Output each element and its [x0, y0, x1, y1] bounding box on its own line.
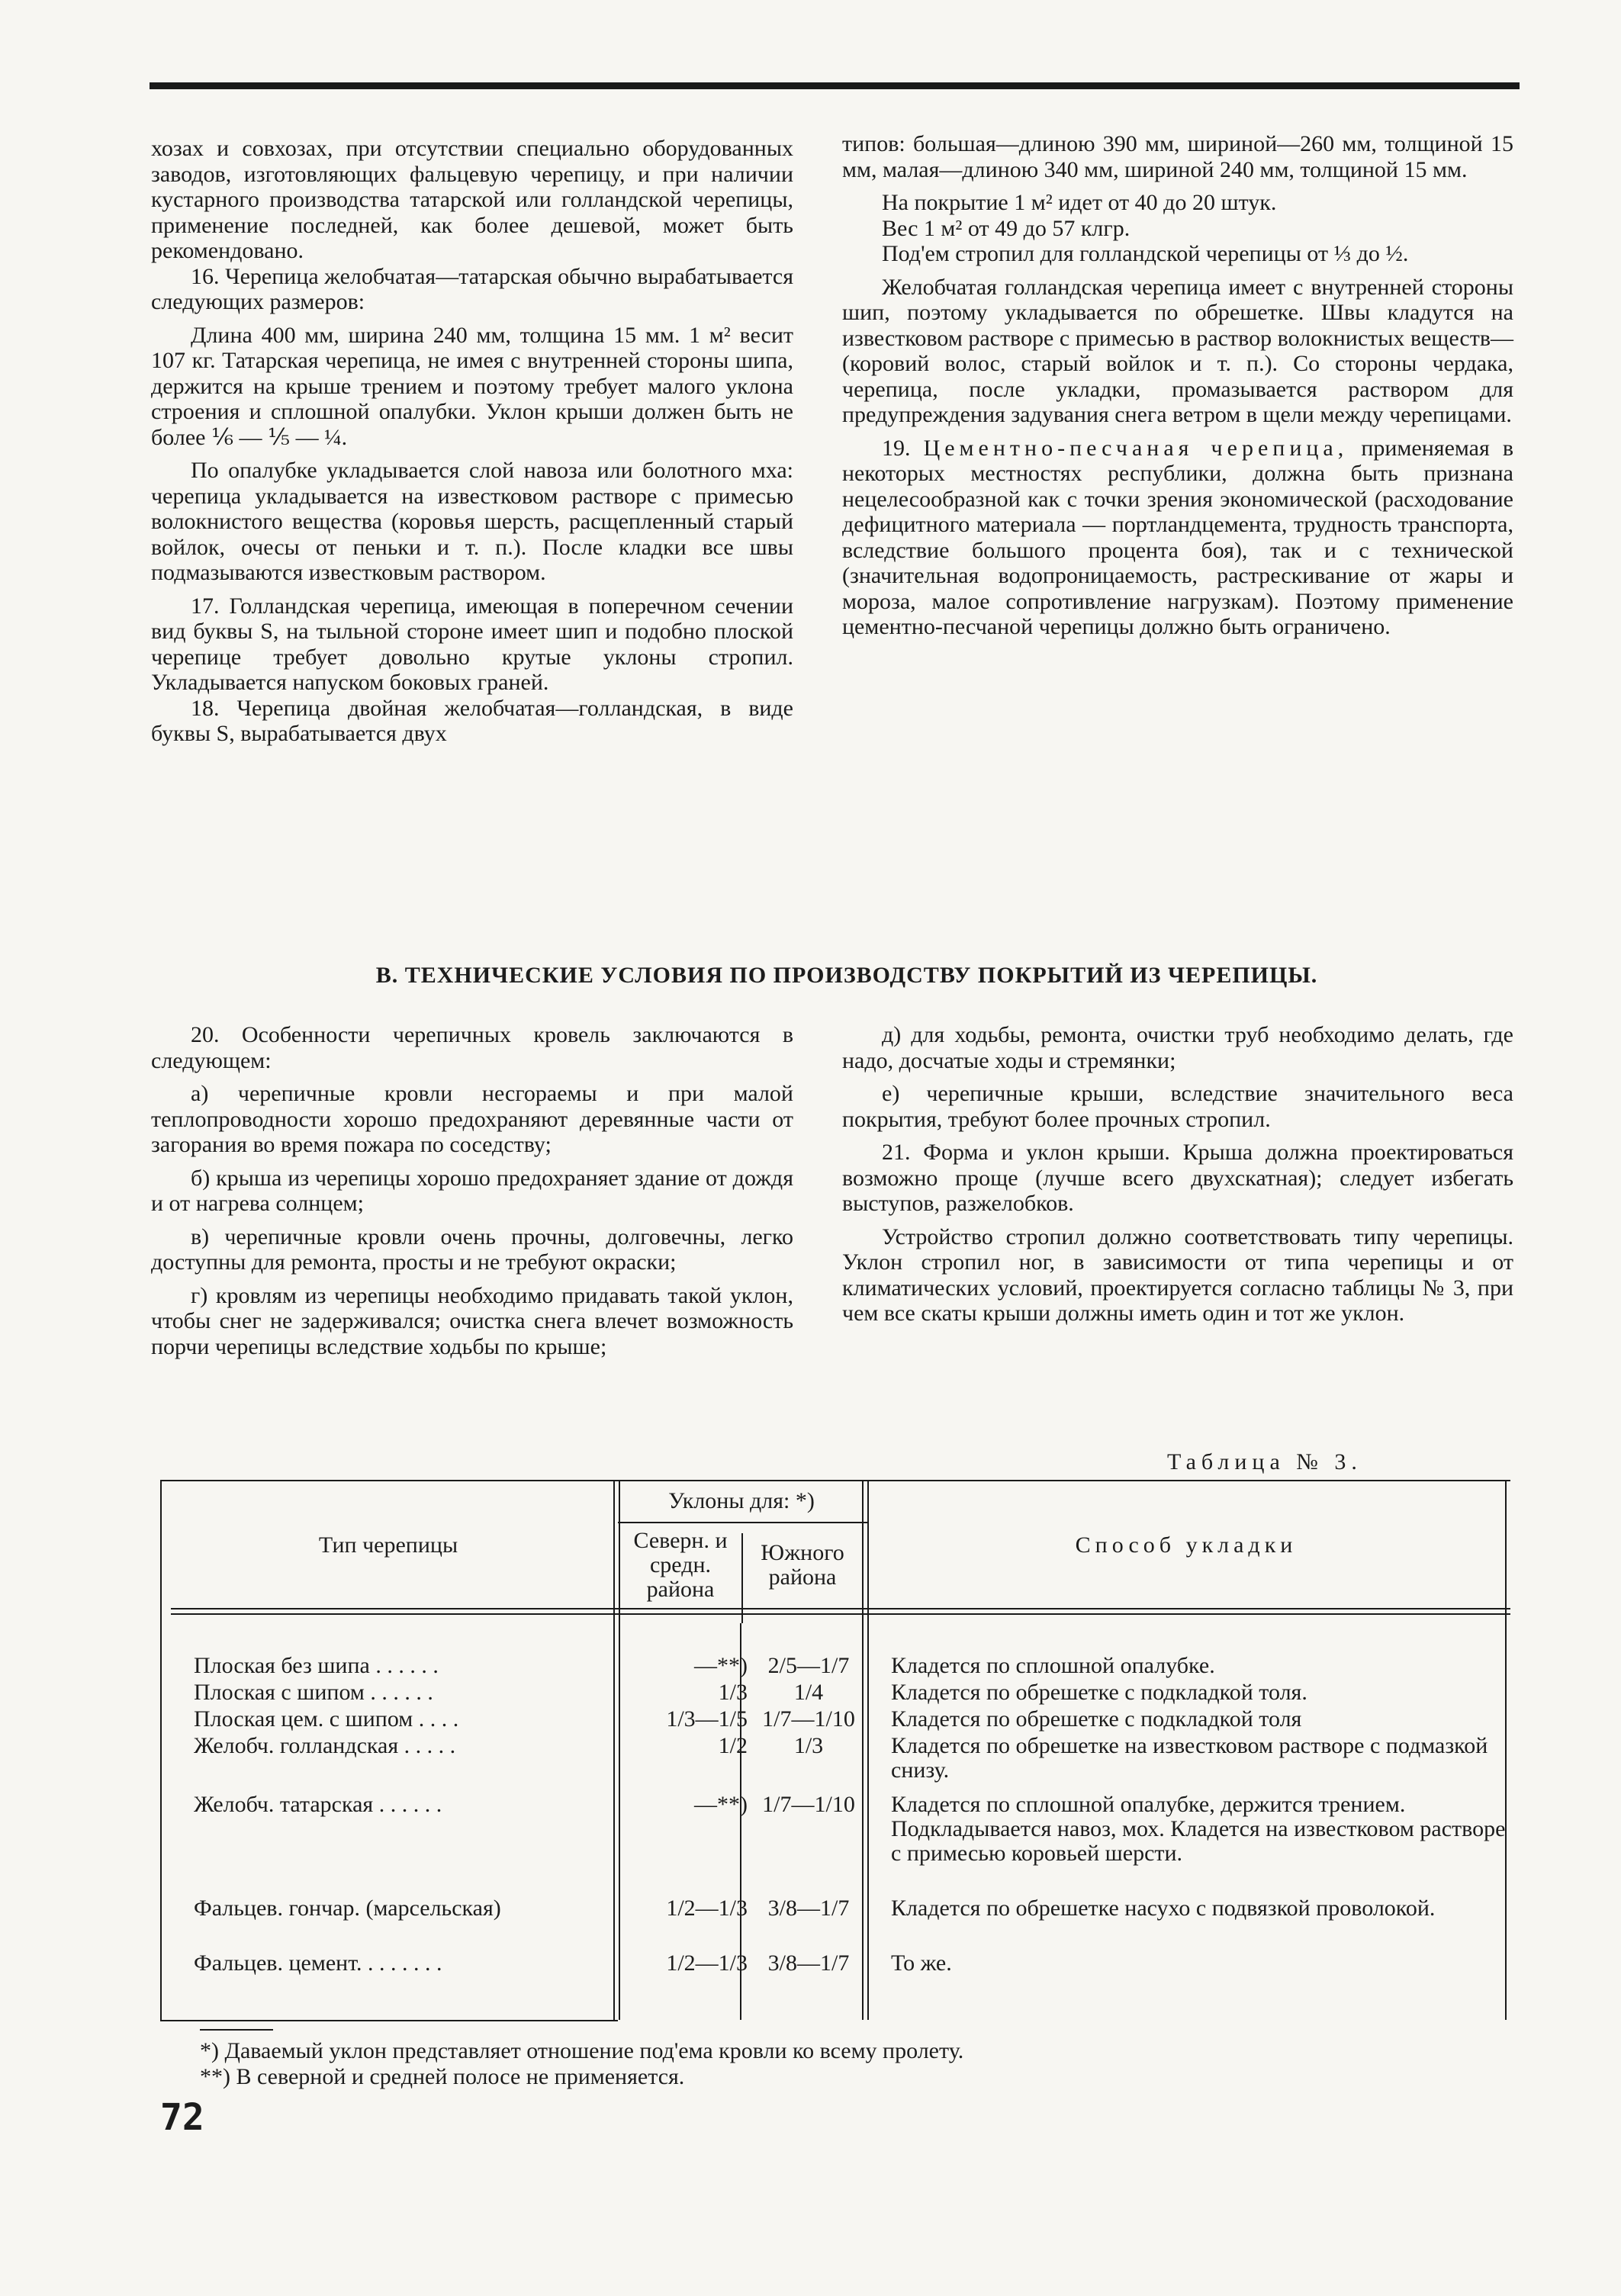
paragraph: Длина 400 мм, ширина 240 мм, толщина 15 мм. 1 м² весит 107 кг. Татарская черепица, не имея с внутренней стороны шипа, держится на крыше трением и поэтому требует малого уклона строения и сплошной опалубки. Уклон крыши должен быть не более ⅙ — ⅕ — ¼. [151, 322, 793, 450]
paragraph: Желобчатая голландская черепица имеет с внутренней стороны шип, поэтому укладывается по обрешетке. Швы кладутся на известковом растворе с примесью в раствор волокнистых веществ—(коровий волос, старый войлок и т. п.). Со стороны чердака, черепица, после укладки, промазывается раствором для предупреждения задувания снега ветром в щели между черепицами. [842, 274, 1513, 427]
paragraph-item-18: 18. Черепица двойная желобчатая—голландская, в виде буквы S, вырабатывается двух [151, 695, 793, 746]
list-item-d: д) для ходьбы, ремонта, очистки труб необходимо делать, где надо, досчатые ходы и стремянки; [842, 1022, 1513, 1073]
section-heading: В. ТЕХНИЧЕСКИЕ УСЛОВИЯ ПО ПРОИЗВОДСТВУ ПОКРЫТИЙ ИЗ ЧЕРЕПИЦЫ. [375, 963, 1318, 988]
paragraph: типов: большая—длиною 390 мм, шириной—260 мм, толщиной 15 мм, малая—длиною 340 мм, шириной 240 мм, толщиной 15 мм. [842, 131, 1513, 182]
table-cell-type: Фальцев. цемент. . . . . . . . [194, 1951, 442, 1976]
table-cell-north: —**) [694, 1653, 748, 1678]
table-cell-type: Плоская без шипа . . . . . . [194, 1654, 439, 1678]
table-cell-south: 3/8—1/7 [767, 1950, 850, 1976]
left-column-bottom [151, 1022, 793, 1359]
table-cell-south: 3/8—1/7 [767, 1896, 850, 1921]
col-divider-3b [867, 1480, 869, 2020]
list-item-v: в) черепичные кровли очень прочны, долговечны, легко доступны для ремонта, просты и не требуют окраски; [151, 1224, 793, 1275]
footnote-2: **) В северной и средней полосе не применяется. [200, 2064, 685, 2089]
list-item-e: е) черепичные крыши, вследствие значительного веса покрытия, требуют более прочных стропил. [842, 1081, 1513, 1132]
list-item-g: г) кровлям из черепицы необходимо придавать такой уклон, чтобы снег не задерживался; очистка снега влечет возможность порчи черепицы вследствие ходьбы по крыше; [151, 1282, 793, 1359]
paragraph: Под'ем стропил для голландской черепицы от ⅓ до ½. [882, 241, 1409, 266]
slopes-subheader-rule [618, 1522, 868, 1523]
table-cell-north: —**) [694, 1792, 748, 1817]
right-column-bottom [842, 1022, 1513, 1326]
table-cell-method: Кладется по сплошной опалубке, держится трением. Подкладывается навоз, мох. Кладется на известковом растворе с примесью коровьей шерсти. [891, 1792, 1506, 1866]
table-cell-north: 1/3 [718, 1680, 748, 1705]
paragraph: Вес 1 м² от 49 до 57 клгр. [882, 215, 1131, 241]
table-cell-method: Кладется по сплошной опалубке. [891, 1653, 1215, 1678]
table-cell-type: Желобч. голландская . . . . . [194, 1734, 456, 1758]
table-cell-south: 1/4 [793, 1680, 824, 1705]
table-cell-north: 1/2 [718, 1733, 748, 1758]
table-top-rule [160, 1480, 1510, 1481]
table-header-rule [171, 1608, 1510, 1609]
header-method: Способ укладки [1075, 1532, 1298, 1558]
top-rule [150, 82, 1520, 89]
header-south: Южного района [761, 1540, 844, 1590]
paragraph-item-19 [842, 436, 1513, 640]
col-divider-3 [862, 1480, 864, 2020]
table-cell-north: 1/2—1/3 [666, 1950, 748, 1976]
table-cell-south: 2/5—1/7 [767, 1653, 850, 1678]
table-bottom-rule [160, 2020, 618, 2021]
paragraph-item-16: 16. Черепица желобчатая—татарская обычно вырабатывается следующих размеров: [151, 263, 793, 314]
footnotes [200, 2038, 963, 2090]
item-text: применяемая в некоторых местностях республики, должна быть признана нецелесообразной как с точки зрения экономической (расходование дефицитного материала — портландцемента, трудность транспорта, вследствие большого процента боя), так и с технической (значительная водопроницаемость, растрескивание от жары и мороза, малое сопротивление нагрузкам). Поэтому применение цементно-песчаной черепицы должно быть ограничено. [842, 435, 1514, 639]
table-header-rule-double [171, 1613, 1510, 1615]
table-cell-method: То же. [891, 1950, 952, 1976]
item-title: Цементно-песчаная черепица, [923, 435, 1349, 461]
header-north: Северн. и средн. района [633, 1528, 728, 1602]
header-slopes: Уклоны для: *) [668, 1488, 815, 1513]
footnote-rule [200, 2029, 273, 2031]
table-cell-type: Плоская цем. с шипом . . . . [194, 1707, 459, 1732]
paragraph: По опалубке укладывается слой навоза или болотного мха: черепица укладывается на известковом растворе с примесью волокнистого вещества (коровья шерсть, расщепленный старый войлок, очесы от пеньки и т. п.). После кладки все швы подмазываются известковым раствором. [151, 458, 793, 585]
col-divider-2-head [741, 1533, 743, 1623]
list-item-b: б) крыша из черепицы хорошо предохраняет здание от дождя и от нагрева солнцем; [151, 1165, 793, 1216]
table-cell-type: Желобч. татарская . . . . . . [194, 1793, 442, 1817]
table-cell-south: 1/3 [793, 1733, 824, 1758]
paragraph-item-17: 17. Голландская черепица, имеющая в поперечном сечении вид буквы S, на тыльной стороне имеет шип и подобно плоской черепице требует довольно крутые уклоны стропил. Укладывается напуском боковых граней. [151, 593, 793, 695]
table-cell-type: Фальцев. гончар. (марсельская) [194, 1896, 501, 1921]
table-cell-method: Кладется по обрешетке с подкладкой толя [891, 1706, 1302, 1732]
table-cell-south: 1/7—1/10 [762, 1792, 855, 1817]
table-left-rule [160, 1480, 162, 2020]
list-item-a: а) черепичные кровли несгораемы и при малой теплопроводности хорошо предохраняют деревянные части от загорания во время пожара по соседству; [151, 1081, 793, 1157]
paragraph: Устройство стропил должно соответствовать типу черепицы. Уклон стропил ног, в зависимости от типа черепицы и от климатических условий, проектируется согласно таблицы № 3, при чем все скаты крыши должны иметь один и тот же уклон. [842, 1224, 1513, 1326]
footnote-1: *) Даваемый уклон представляет отношение под'ема кровли ко всему пролету. [200, 2038, 964, 2063]
item-number: 19. [882, 435, 924, 461]
table-caption: Таблица № 3. [1167, 1449, 1362, 1474]
page-number: 72 [160, 2096, 204, 2139]
paragraph: На покрытие 1 м² идет от 40 до 20 штук. [882, 190, 1277, 215]
table-cell-method: Кладется по обрешетке насухо с подвязкой проволокой. [891, 1896, 1436, 1921]
table-cell-method: Кладется по обрешетке на известковом растворе с подмазкой снизу. [891, 1733, 1488, 1783]
table-cell-north: 1/2—1/3 [666, 1896, 748, 1921]
table-cell-type: Плоская с шипом . . . . . . [194, 1680, 433, 1705]
right-column-top [842, 131, 1513, 640]
header-tile-type: Тип черепицы [318, 1532, 458, 1558]
paragraph-item-20: 20. Особенности черепичных кровель заключаются в следующем: [151, 1022, 793, 1073]
left-column-top [151, 136, 793, 747]
table-cell-method: Кладется по обрешетке с подкладкой толя. [891, 1680, 1307, 1705]
table-cell-south: 1/7—1/10 [762, 1706, 855, 1732]
paragraph-item-21: 21. Форма и уклон крыши. Крыша должна проектироваться возможно проще (лучше всего двухскатная); следует избегать выступов, разжелобков. [842, 1140, 1513, 1216]
table-cell-north: 1/3—1/5 [666, 1706, 748, 1732]
paragraph: хозах и совхозах, при отсутствии специально оборудованных заводов, изготовляющих фальцевую черепицу, и при наличии кустарного производства татарской или голландской черепицы, применение последней, как более дешевой, может быть рекомендовано. [151, 136, 793, 263]
